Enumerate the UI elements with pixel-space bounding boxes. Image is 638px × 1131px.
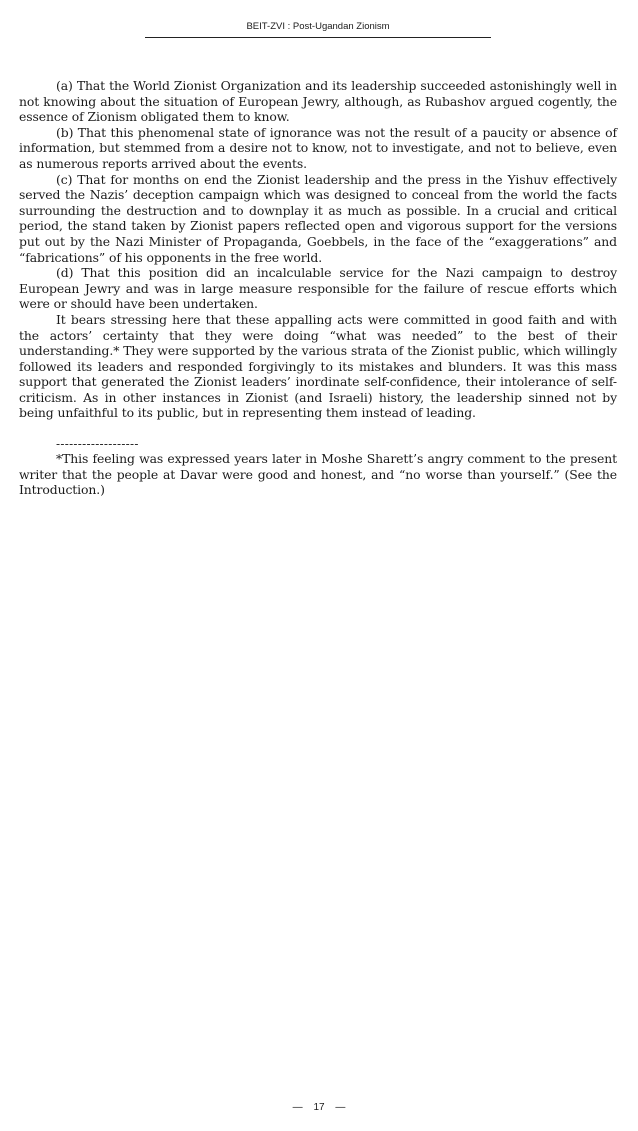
footnote-text: *This feeling was expressed years later in Moshe Sharett’s angry comment to the present writer that the people at Davar were good and honest, and “no worse than yourself.” (See the Introduction.) — [19, 451, 617, 498]
paragraph-d: (d) That this position did an incalculable service for the Nazi campaign to destroy European Jewry and was in large measure responsible for the failure of rescue efforts which were or should have been undertaken. — [19, 265, 617, 312]
running-title: BEIT-ZVI : Post-Ugandan Zionism — [246, 21, 390, 32]
page-number-dash-right: — — [335, 1102, 346, 1113]
paragraph-c: (c) That for months on end the Zionist leadership and the press in the Yishuv effectively served the Nazis’ deception campaign which was designed to conceal from the world the facts surrounding the destruction and to downplay it as much as possible. In a crucial and critical period, the stand taken by Zionist papers reflected open and vigorous support for the versions put out by the Nazi Minister of Propaganda, Goebbels, in the face of the “exaggerations” and “fabrications” of his opponents in the free world. — [19, 171, 617, 265]
page-number — [0, 1102, 638, 1114]
paragraph-conclusion: It bears stressing here that these appalling acts were committed in good faith and with the actors’ certainty that they were doing “what was needed” to the best of their understanding.* They were supported by the various strata of the Zionist public, which willingly followed its leaders and responded forgivingly to its mistakes and blunders. It was this mass support that generated the Zionist leaders’ inordinate self-confidence, their intolerance of self-criticism. As in other instances in Zionist (and Israeli) history, the leadership sinned not by being unfaithful to its public, but in representing them instead of leading. — [19, 311, 617, 421]
page-number-dash-left: — — [292, 1102, 303, 1113]
running-header — [145, 21, 491, 38]
footnote-separator: ------------------- — [56, 437, 139, 452]
paragraph-b: (b) That this phenomenal state of ignorance was not the result of a paucity or absence of information, but stemmed from a desire not to know, not to investigate, and not to believe, even as numerous reports arrived about the events. — [19, 124, 617, 171]
page-body — [19, 78, 617, 498]
page-number-value: 17 — [313, 1102, 325, 1113]
paragraph-a: (a) That the World Zionist Organization and its leadership succeeded astonishingly well in not knowing about the situation of European Jewry, although, as Rubashov argued cogently, the essence of Zionism obligated them to know. — [19, 78, 617, 125]
